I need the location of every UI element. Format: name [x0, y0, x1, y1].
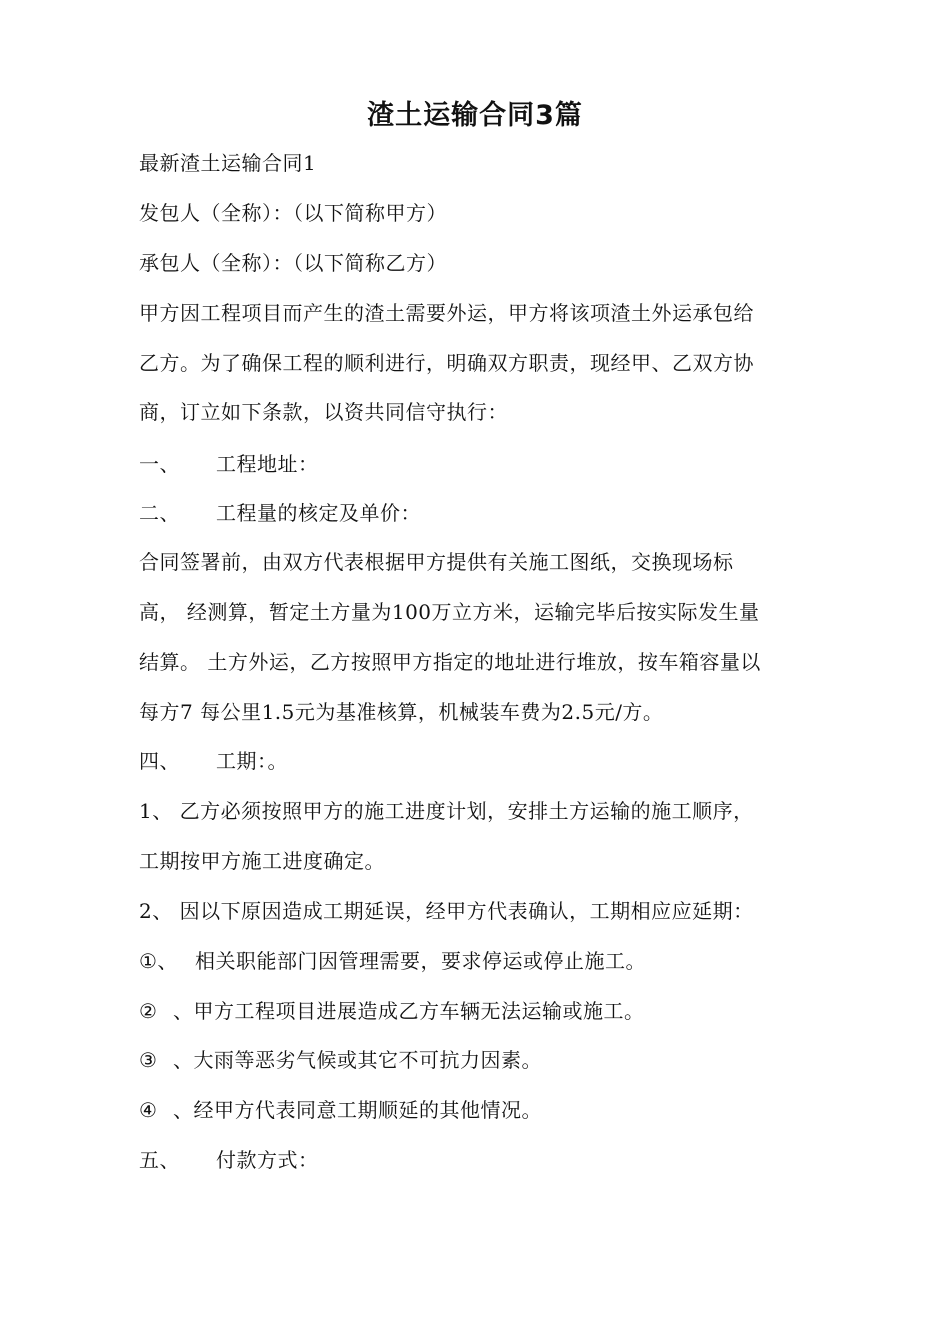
quantity-line: 合同签署前，由双方代表根据甲方提供有关施工图纸，交换现场标 — [139, 550, 734, 574]
section-text: 工程地址： — [216, 452, 319, 476]
reason-text: 、经甲方代表同意工期顺延的其他情况。 — [173, 1098, 542, 1122]
reason-mark: ①、 — [139, 949, 178, 973]
reason-text: 、大雨等恶劣气候或其它不可抗力因素。 — [173, 1048, 542, 1072]
item-1-line: 1、 乙方必须按照甲方的施工进度计划，安排土方运输的施工顺序， — [139, 799, 754, 823]
section-heading-5 — [139, 1145, 319, 1175]
section-number: 一、 — [139, 452, 180, 476]
section-heading-1 — [139, 449, 319, 479]
employer-line: 发包人（全称）：（以下简称甲方） — [139, 201, 447, 225]
reason-item — [139, 1095, 542, 1125]
intro-line: 商，订立如下条款，以资共同信守执行： — [139, 400, 508, 424]
section-text: 工程量的核定及单价： — [216, 501, 421, 525]
section-number: 四、 — [139, 749, 180, 773]
intro-line: 甲方因工程项目而产生的渣土需要外运，甲方将该项渣土外运承包给 — [139, 301, 754, 325]
reason-mark: ④ — [139, 1098, 158, 1122]
document-title: 渣土运输合同3篇 — [367, 100, 583, 131]
item-1-line: 工期按甲方施工进度确定。 — [139, 849, 385, 873]
reason-mark: ③ — [139, 1048, 158, 1072]
contractor-line: 承包人（全称）：（以下简称乙方） — [139, 251, 447, 275]
section-heading-2 — [139, 498, 421, 528]
subtitle: 最新渣土运输合同1 — [139, 151, 317, 175]
section-text: 付款方式： — [216, 1148, 319, 1172]
section-number: 二、 — [139, 501, 180, 525]
item-2-line: 2、 因以下原因造成工期延误，经甲方代表确认，工期相应应延期： — [139, 899, 754, 923]
reason-item — [139, 946, 646, 976]
section-heading-4 — [139, 746, 288, 776]
section-text: 工期：。 — [216, 749, 288, 773]
reason-mark: ② — [139, 999, 158, 1023]
quantity-line: 高， 经测算，暂定土方量为100万立方米，运输完毕后按实际发生量 — [139, 600, 760, 624]
reason-text: 、甲方工程项目进展造成乙方车辆无法运输或施工。 — [173, 999, 645, 1023]
section-number: 五、 — [139, 1148, 180, 1172]
intro-line: 乙方。为了确保工程的顺利进行，明确双方职责，现经甲、乙双方协 — [139, 351, 754, 375]
reason-item — [139, 1045, 542, 1075]
quantity-line: 每方7 每公里1.5元为基准核算，机械装车费为2.5元/方。 — [139, 700, 664, 724]
quantity-line: 结算。 土方外运，乙方按照甲方指定的地址进行堆放，按车箱容量以 — [139, 650, 761, 674]
reason-text: 相关职能部门因管理需要，要求停运或停止施工。 — [195, 949, 646, 973]
reason-item — [139, 996, 645, 1026]
